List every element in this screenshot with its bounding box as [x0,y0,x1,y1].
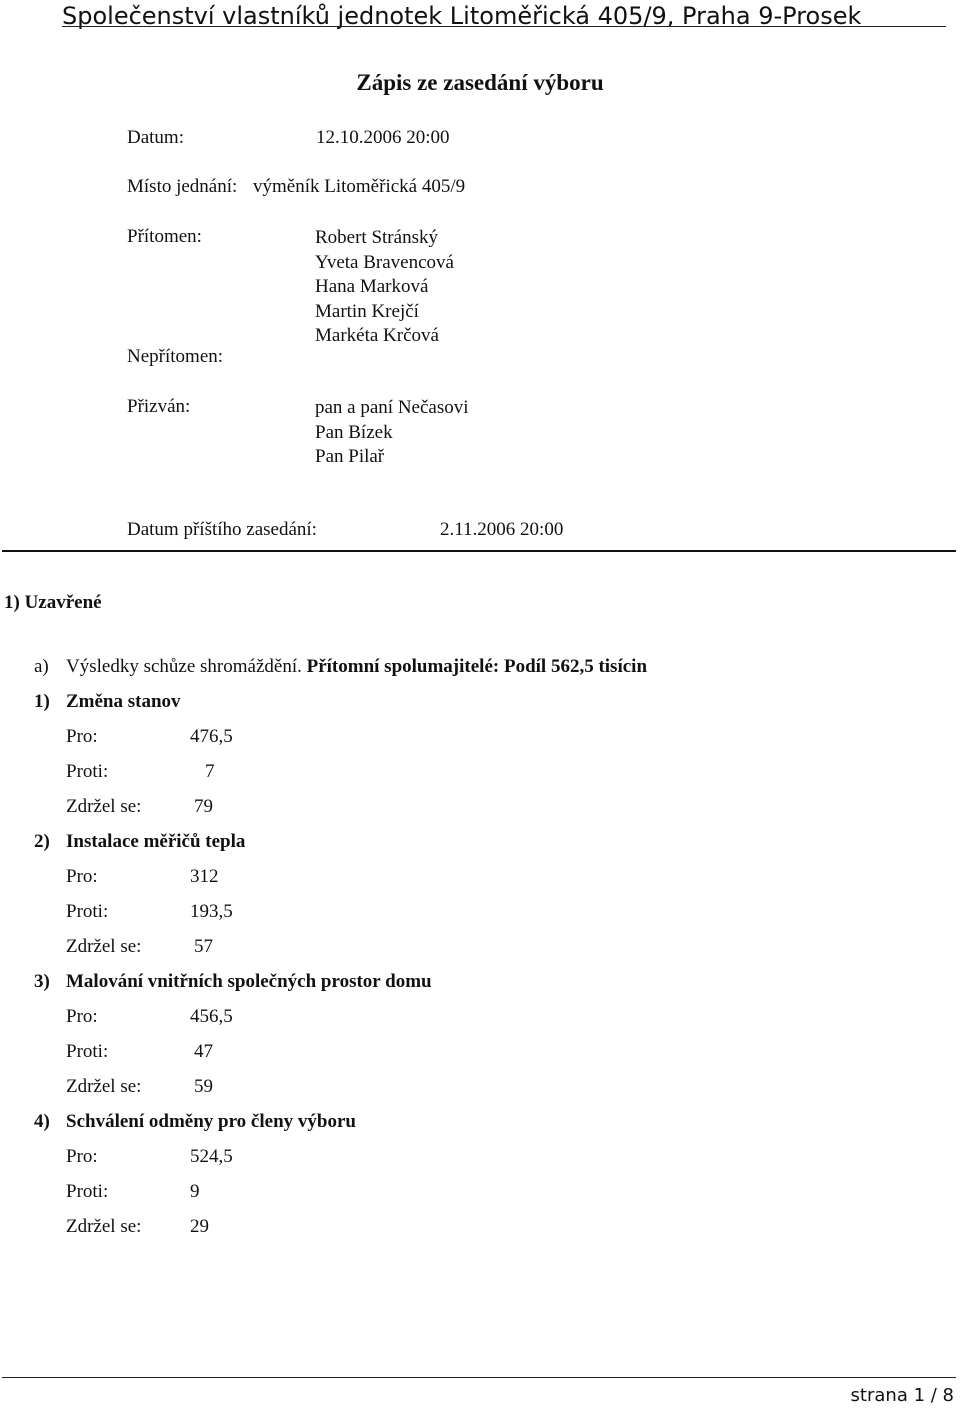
point-a-bold: Přítomní spolumajitelé: Podíl 562,5 tisícin [306,656,648,677]
page-number: strana 1 / 8 [850,1385,954,1406]
invited-person: Pan Pilař [315,446,385,467]
vote-zdrzel-label: Zdržel se: [66,936,142,957]
vote-proti-value: 193,5 [190,901,233,922]
header-divider [62,26,946,27]
vote-zdrzel-label: Zdržel se: [66,796,142,817]
next-meeting-value: 2.11.2006 20:00 [440,519,564,540]
point-a-line [66,656,647,678]
item-number: 3) [34,971,50,992]
item-number: 2) [34,831,50,852]
vote-pro-label: Pro: [66,1006,98,1027]
section-title: 1) Uzavřené [4,592,102,613]
vote-proti-label: Proti: [66,1041,109,1062]
vote-zdrzel-value: 59 [194,1076,213,1097]
section-divider [2,550,956,552]
vote-zdrzel-value: 57 [194,936,213,957]
item-title: Změna stanov [66,691,181,712]
present-list [315,226,454,349]
present-person: Martin Krejčí [315,300,419,322]
vote-proti-value: 9 [190,1181,200,1202]
header-title: Společenství vlastníků jednotek Litoměřická 405/9, Praha 9-Prosek [62,2,862,30]
next-meeting-label: Datum příštího zasedání: [127,519,317,540]
vote-pro-value: 476,5 [190,726,233,747]
point-a-prefix: a) [34,656,49,677]
vote-proti-value: 47 [194,1041,213,1062]
invited-person: Pan Bízek [315,421,393,443]
vote-pro-label: Pro: [66,866,98,887]
item-number: 4) [34,1111,50,1132]
vote-pro-value: 524,5 [190,1146,233,1167]
vote-pro-value: 312 [190,866,219,887]
point-a-text: Výsledky schůze shromáždění. [66,656,302,677]
absent-label: Nepřítomen: [127,346,224,367]
vote-pro-label: Pro: [66,1146,98,1167]
vote-proti-label: Proti: [66,761,109,782]
present-label: Přítomen: [127,226,202,247]
vote-pro-value: 456,5 [190,1006,233,1027]
vote-proti-label: Proti: [66,1181,109,1202]
item-title: Malování vnitřních společných prostor domu [66,971,432,992]
vote-pro-label: Pro: [66,726,98,747]
present-person: Robert Stránský [315,227,438,248]
present-person: Hana Marková [315,276,429,297]
vote-zdrzel-value: 29 [190,1216,209,1237]
place-label: Místo jednání: [127,176,238,197]
date-value: 12.10.2006 20:00 [316,127,450,148]
present-person: Yveta Bravencová [315,251,454,273]
item-title: Schválení odměny pro členy výboru [66,1111,356,1132]
place-value: výměník Litoměřická 405/9 [253,176,466,197]
date-label: Datum: [127,127,184,148]
vote-zdrzel-value: 79 [194,796,213,817]
vote-zdrzel-label: Zdržel se: [66,1216,142,1237]
present-person: Markéta Krčová [315,325,439,346]
footer-divider [2,1377,956,1378]
invited-person: pan a paní Nečasovi [315,397,469,418]
invited-list [315,396,469,470]
item-number: 1) [34,691,50,712]
vote-proti-label: Proti: [66,901,109,922]
document-title: Zápis ze zasedání výboru [356,70,604,95]
vote-zdrzel-label: Zdržel se: [66,1076,142,1097]
invited-label: Přizván: [127,396,191,417]
item-title: Instalace měřičů tepla [66,831,246,852]
vote-proti-value: 7 [205,761,215,782]
